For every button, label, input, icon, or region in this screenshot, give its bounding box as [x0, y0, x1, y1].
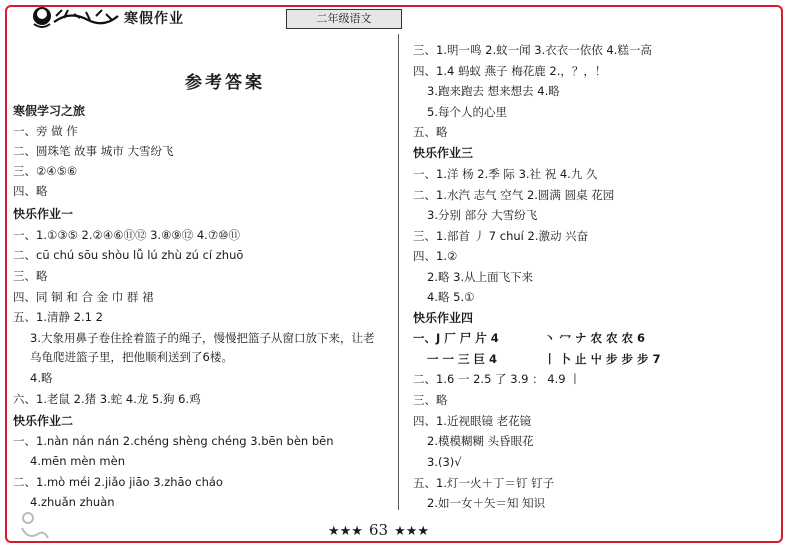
answer-line: 二、1.mò méi 2.jiǎo jiāo 3.zhāo cháo — [13, 475, 223, 489]
answer-line: 5.每个人的心里 — [427, 105, 507, 119]
answer-line: 三、1.部首 丿 7 chuí 2.激动 兴奋 — [413, 229, 589, 243]
stroke-order-line: 丨 卜 止 屮 步 步 步 7 — [544, 352, 661, 366]
corner-decoration-icon — [14, 504, 54, 544]
answer-line: 一、1.洋 杨 2.季 际 3.社 祝 4.九 久 — [413, 167, 598, 181]
answer-line: 3.分别 部分 大雪纷飞 — [427, 208, 538, 222]
answer-line: 三、1.明一鸣 2.蚊一闻 3.衣衣一依依 4.糕一高 — [413, 43, 652, 57]
answer-line: 一、1.nàn nán nán 2.chéng shèng chéng 3.bēn bèn bēn — [13, 434, 334, 448]
answer-line: 四、1.4 蚂蚁 燕子 梅花鹿 2.，？，！ — [413, 64, 607, 78]
answer-line: 一、1.①③⑤ 2.②④⑥⑪⑫ 3.⑧⑨⑫ 4.⑦⑩⑪ — [13, 228, 240, 242]
section-heading: 寒假学习之旅 — [13, 104, 86, 118]
answer-line: 2.模模糊糊 头昏眼花 — [427, 434, 534, 448]
answer-line: 五、1.灯一火＋丁＝钉 钉子 — [413, 476, 555, 490]
answer-line: 三、略 — [413, 393, 448, 407]
answer-line: 四、1.② — [413, 249, 458, 263]
answer-line: 2.如一女＋矢＝知 知识 — [427, 496, 546, 510]
stroke-order-line: 一、J 厂 尸 片 4 — [413, 331, 499, 345]
answer-line: 五、略 — [413, 125, 448, 139]
answer-line: 二、cū chú sōu shòu lǚ lú zhù zú cí zhuō — [13, 248, 244, 262]
star-decoration: ★★★ — [328, 524, 363, 539]
star-decoration: ★★★ — [394, 524, 430, 539]
answer-line: 3.跑来跑去 想来想去 4.略 — [427, 84, 560, 98]
answer-line: 四、同 铜 和 合 金 巾 群 裙 — [13, 290, 154, 304]
answer-line: 3.(3)√ — [427, 455, 462, 469]
answer-line: 4.略 5.① — [427, 290, 475, 304]
answer-line: 五、1.清静 2.1 2 — [13, 310, 103, 324]
answer-line: 一、旁 做 作 — [13, 124, 78, 138]
series-title: 寒假作业 — [124, 11, 184, 27]
stroke-order-line: 一 一 三 巨 4 — [427, 352, 498, 366]
answer-line: 四、略 — [13, 184, 48, 198]
section-heading: 快乐作业三 — [413, 146, 474, 160]
answer-line: 2.略 3.从上面飞下来 — [427, 270, 534, 284]
section-heading: 快乐作业四 — [413, 311, 474, 325]
stroke-order-line: 丶 冖 ナ 农 农 农 6 — [544, 331, 646, 345]
page-number: 63 — [368, 521, 389, 539]
brand-logo — [30, 4, 122, 30]
section-heading: 快乐作业一 — [13, 207, 74, 221]
section-heading: 快乐作业二 — [13, 414, 74, 428]
answer-line: 二、1.6 一 2.5 了 3.9 ： 4.9 丨 — [413, 372, 581, 386]
column-divider — [398, 34, 399, 510]
page-footer — [328, 521, 429, 539]
answer-line: 乌龟爬进篮子里，把他顺利送到了6楼。 — [30, 350, 233, 364]
answer-line: 3.大象用鼻子卷住拴着篮子的绳子，慢慢把篮子从窗口放下来，让老 — [30, 331, 375, 345]
answer-line: 二、圆珠笔 故事 城市 大雪纷飞 — [13, 144, 174, 158]
answer-line: 三、②④⑤⑥ — [13, 164, 78, 178]
answer-line: 四、1.近视眼镜 老花镜 — [413, 414, 532, 428]
answer-line: 4.略 — [30, 371, 53, 385]
page-title: 参考答案 — [185, 73, 265, 93]
answer-line: 4.mēn mèn mèn — [30, 454, 125, 468]
answer-line: 4.zhuǎn zhuàn — [30, 495, 115, 509]
answer-line: 三、略 — [13, 269, 48, 283]
answer-line: 六、1.老鼠 2.猪 3.蛇 4.龙 5.狗 6.鸡 — [13, 392, 201, 406]
grade-label: 二年级语文 — [286, 9, 402, 29]
answer-line: 二、1.水汽 志气 空气 2.圆满 圆桌 花园 — [413, 188, 615, 202]
